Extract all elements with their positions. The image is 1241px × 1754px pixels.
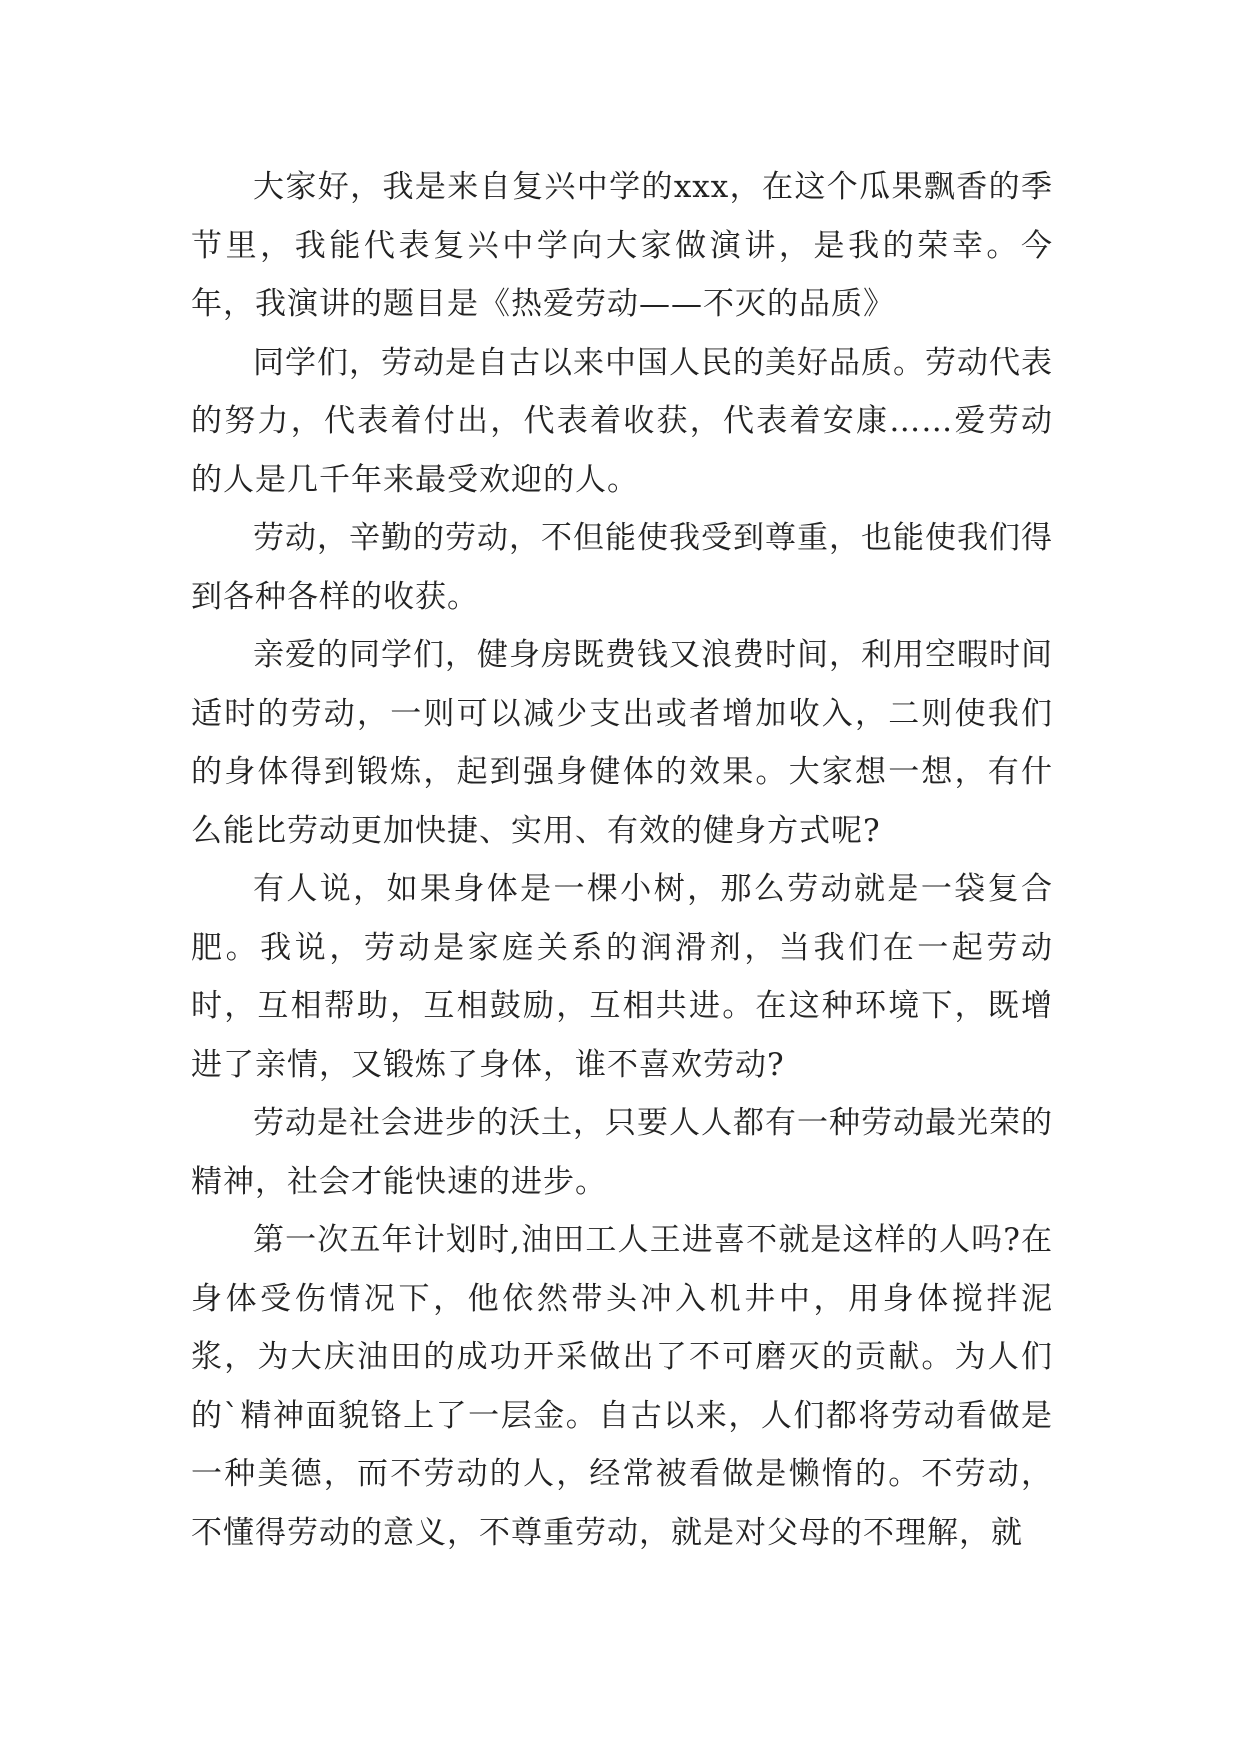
paragraph-2: 同学们，劳动是自古以来中国人民的美好品质。劳动代表的努力，代表着付出，代表着收获，代表着安康……爱劳动的人是几千年来最受欢迎的人。 — [191, 344, 1053, 498]
paragraph-3: 劳动，辛勤的劳动，不但能使我受到尊重，也能使我们得到各种各样的收获。 — [191, 520, 1053, 615]
paragraph-6: 劳动是社会进步的沃土，只要人人都有一种劳动最光荣的精神，社会才能快速的进步。 — [191, 1105, 1053, 1200]
document-body — [191, 158, 1053, 1562]
paragraph-5: 有人说，如果身体是一棵小树，那么劳动就是一袋复合肥。我说，劳动是家庭关系的润滑剂，当我们在一起劳动时，互相帮助，互相鼓励，互相共进。在这种环境下，既增进了亲情，又锻炼了身体，谁不喜欢劳动? — [191, 871, 1053, 1083]
paragraph-4: 亲爱的同学们，健身房既费钱又浪费时间，利用空暇时间适时的劳动，一则可以减少支出或者增加收入，二则使我们的身体得到锻炼，起到强身健体的效果。大家想一想，有什么能比劳动更加快捷、实用、有效的健身方式呢? — [191, 637, 1053, 849]
paragraph-1: 大家好，我是来自复兴中学的xxx，在这个瓜果飘香的季节里，我能代表复兴中学向大家做演讲，是我的荣幸。今年，我演讲的题目是《热爱劳动——不灭的品质》 — [191, 169, 1053, 322]
paragraph-7: 第一次五年计划时,油田工人王进喜不就是这样的人吗?在身体受伤情况下，他依然带头冲入机井中，用身体搅拌泥浆，为大庆油田的成功开采做出了不可磨灭的贡献。为人们的`精神面貌铬上了一层金。自古以来，人们都将劳动看做是一种美德，而不劳动的人，经常被看做是懒惰的。不劳动，不懂得劳动的意义，不尊重劳动，就是对父母的不理解，就 — [191, 1222, 1053, 1551]
